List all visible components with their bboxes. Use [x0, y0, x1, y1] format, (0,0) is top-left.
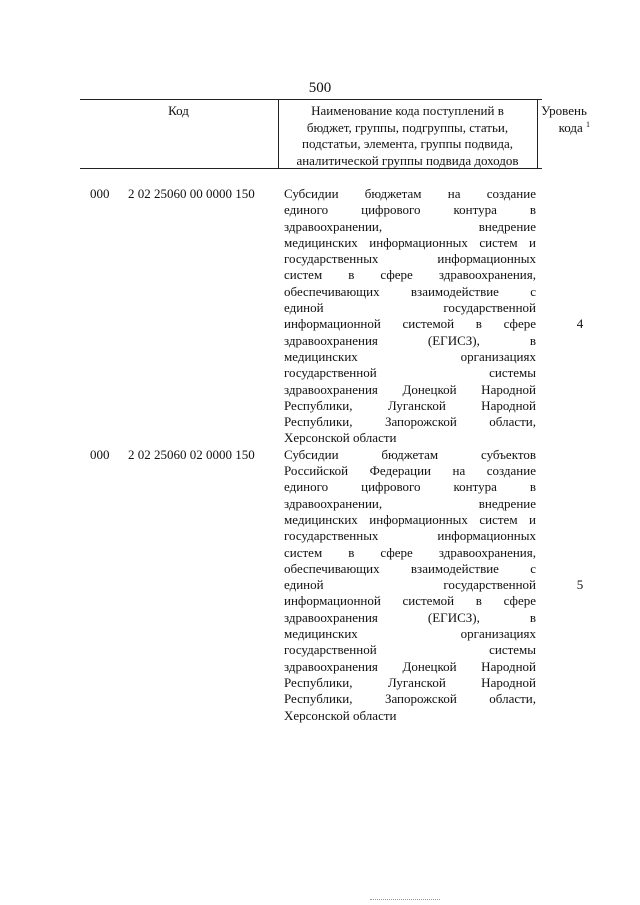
revenue-name-line: Российской Федерации на создание [284, 463, 536, 479]
budget-code: 2 02 25060 00 0000 150 [128, 186, 255, 201]
budget-code: 2 02 25060 02 0000 150 [128, 446, 255, 462]
admin-code: 000 [90, 186, 110, 201]
revenue-name-line: обеспечивающих взаимодействие с [284, 283, 536, 299]
header-level-line1: Уровень [541, 103, 587, 118]
revenue-name-line: здравоохранения (ЕГИСЗ), в [284, 609, 536, 625]
revenue-name-line: Херсонской области [284, 430, 397, 446]
page-number: 500 [308, 80, 332, 96]
table-row [80, 446, 584, 724]
revenue-name [284, 447, 536, 724]
scan-artifact [370, 899, 440, 902]
revenue-name-line: здравоохранении, внедрение [284, 218, 536, 234]
revenue-name [284, 186, 536, 447]
revenue-name-line: медицинских организациях [284, 626, 536, 642]
revenue-name-line: здравоохранении, внедрение [284, 495, 536, 511]
table-header [80, 99, 590, 169]
revenue-name-line: Субсидии бюджетам на создание [284, 186, 536, 201]
revenue-name-line: государственных информационных [284, 251, 536, 267]
code-level: 4 [576, 316, 584, 332]
header-level [537, 100, 592, 168]
header-name-line: аналитической группы подвида доходов [296, 152, 519, 168]
header-level-word: кода [558, 119, 583, 135]
header-name-line: подстатьи, элемента, группы подвида, [302, 136, 513, 151]
revenue-name-line: единой государственной [284, 577, 536, 593]
revenue-name-line: систем в сфере здравоохранения, [284, 544, 536, 560]
revenue-name-line: государственных информационных [284, 528, 536, 544]
header-level-footnote: 1 [586, 119, 590, 129]
header-name-line: бюджет, группы, подгруппы, статьи, [306, 119, 509, 135]
revenue-name-line: обеспечивающих взаимодействие с [284, 560, 536, 576]
revenue-name-line: Субсидии бюджетам субъектов [284, 446, 536, 462]
admin-code: 000 [90, 446, 110, 462]
revenue-name-line: информационной системой в сфере [284, 316, 536, 332]
revenue-name-line: единой государственной [284, 300, 536, 316]
revenue-name-line: государственной системы [284, 365, 536, 381]
revenue-name-line: здравоохранения Донецкой Народной [284, 381, 536, 397]
header-name-line: Наименование кода поступлений в [311, 103, 504, 118]
revenue-name-line: систем в сфере здравоохранения, [284, 267, 536, 283]
revenue-name-line: информационной системой в сфере [284, 593, 536, 609]
revenue-name-line: здравоохранения (ЕГИСЗ), в [284, 332, 536, 348]
revenue-name-line: здравоохранения Донецкой Народной [284, 658, 536, 674]
header-level-line2 [538, 120, 590, 137]
revenue-name-line: Республики, Луганской Народной [284, 397, 536, 413]
table-row [80, 186, 584, 447]
revenue-name-line: медицинских организациях [284, 348, 536, 364]
header-code: Код [168, 103, 189, 118]
revenue-name-line: Республики, Луганской Народной [284, 674, 536, 690]
revenue-name-line: медицинских информационных систем и [284, 234, 536, 250]
revenue-name-line: Республики, Запорожской области, [284, 691, 536, 707]
revenue-name-line: Херсонской области [284, 707, 397, 723]
header-name [278, 100, 536, 168]
revenue-name-line: единого цифрового контура в [284, 202, 536, 218]
revenue-name-line: государственной системы [284, 642, 536, 658]
revenue-name-line: медицинских информационных систем и [284, 511, 536, 527]
table-body [80, 186, 584, 724]
revenue-name-line: единого цифрового контура в [284, 479, 536, 495]
code-level: 5 [576, 577, 584, 593]
revenue-name-line: Республики, Запорожской области, [284, 414, 536, 430]
